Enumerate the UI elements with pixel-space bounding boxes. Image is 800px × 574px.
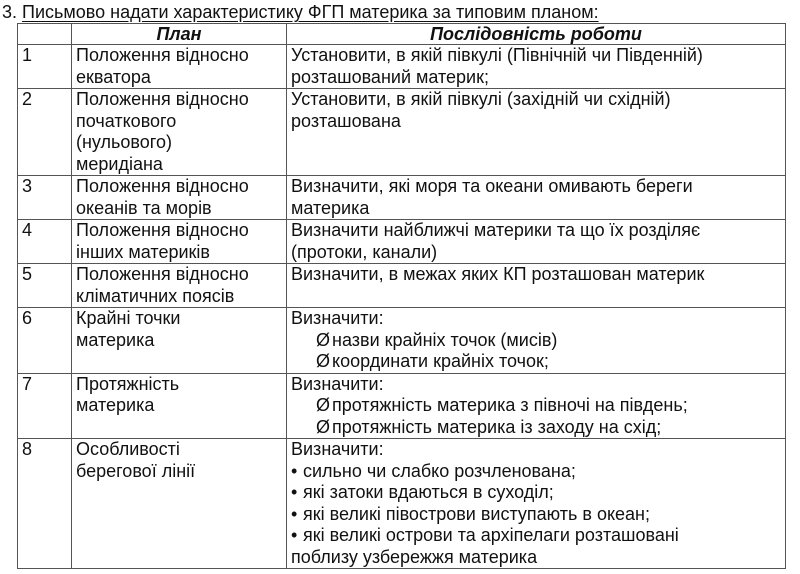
plan-table xyxy=(17,23,786,569)
sequence-cell xyxy=(287,176,786,220)
row-number: 7 xyxy=(18,373,72,439)
sequence-line: Установити, в якій півкулі (західній чи східній) xyxy=(291,89,671,109)
header-plan: План xyxy=(72,24,287,45)
plan-line: материка xyxy=(76,329,155,350)
plan-line: кліматичних поясів xyxy=(76,285,235,306)
task-title xyxy=(2,1,599,23)
bullet-item xyxy=(291,482,781,504)
sequence-cell xyxy=(287,439,786,569)
table-row xyxy=(18,439,786,569)
arrow-marker-icon: Ø xyxy=(316,395,331,415)
arrow-marker-icon: Ø xyxy=(316,329,331,350)
row-number: 5 xyxy=(18,264,72,308)
sequence-cell xyxy=(287,45,786,89)
table-row xyxy=(18,308,786,374)
item-text: які великі острови та архіпелаги розташовані xyxy=(303,525,679,545)
plan-line: Крайні точки xyxy=(76,308,181,328)
plan-line: Положення відносно xyxy=(76,176,249,196)
sequence-cell xyxy=(287,373,786,439)
table-row xyxy=(18,264,786,308)
plan-cell xyxy=(72,89,287,176)
sequence-cell xyxy=(287,264,786,308)
sequence-line: Визначити: xyxy=(291,373,384,394)
item-text: протяжність материка з півночі на південь; xyxy=(332,395,688,415)
bullet-marker-icon: • xyxy=(291,503,298,524)
plan-cell xyxy=(72,176,287,220)
table-row xyxy=(18,89,786,176)
plan-line: Положення відносно xyxy=(76,264,249,284)
table-header-row xyxy=(18,24,786,45)
header-number xyxy=(18,24,72,45)
bullet-item xyxy=(291,504,781,526)
plan-line: Положення відносно xyxy=(76,220,249,240)
sequence-line: Визначити найближчі материки та що їх розділяє xyxy=(291,220,701,240)
sequence-line: материка xyxy=(291,197,370,218)
item-text: назви крайніх точок (мисів) xyxy=(332,329,558,350)
plan-line: Положення відносно xyxy=(76,89,249,109)
item-text: сильно чи слабко розчленована; xyxy=(303,460,576,481)
plan-line: Положення відносно xyxy=(76,45,249,65)
header-sequence: Послідовність роботи xyxy=(287,24,786,45)
sub-item xyxy=(291,351,781,373)
item-text: які затоки вдаються в суходіл; xyxy=(303,482,554,502)
sequence-line: розташований материк; xyxy=(291,66,489,87)
sequence-line: розташована xyxy=(291,110,401,131)
plan-cell xyxy=(72,308,287,374)
plan-line: екватора xyxy=(76,66,151,87)
sub-item xyxy=(291,395,781,417)
plan-line: (нульового) xyxy=(76,132,172,152)
bullet-marker-icon: • xyxy=(291,460,298,481)
item-text: які великі півострови виступають в океан; xyxy=(303,503,650,524)
task-title-text: Письмово надати характеристику ФГП материка за типовим планом: xyxy=(22,2,599,22)
plan-line: берегової лінії xyxy=(76,460,196,481)
row-number: 1 xyxy=(18,45,72,89)
plan-line: материка xyxy=(76,395,155,415)
row-number: 2 xyxy=(18,89,72,176)
plan-line: початкового xyxy=(76,110,177,131)
table-row xyxy=(18,45,786,89)
plan-cell xyxy=(72,373,287,439)
sequence-line: поблизу узбережжя материка xyxy=(291,546,538,567)
sequence-line: (протоки, канали) xyxy=(291,241,438,262)
bullet-item xyxy=(291,525,781,547)
row-number: 6 xyxy=(18,308,72,374)
sequence-cell xyxy=(287,308,786,374)
sequence-line: Визначити: xyxy=(291,439,384,459)
sequence-cell xyxy=(287,220,786,264)
arrow-marker-icon: Ø xyxy=(316,416,331,437)
arrow-marker-icon: Ø xyxy=(316,351,331,371)
bullet-item xyxy=(291,461,781,483)
plan-line: Протяжність xyxy=(76,373,180,394)
plan-line: інших материків xyxy=(76,241,210,262)
sequence-line: Установити, в якій півкулі (Північній чи Південній) xyxy=(291,45,703,65)
plan-cell xyxy=(72,264,287,308)
plan-cell xyxy=(72,220,287,264)
bullet-marker-icon: • xyxy=(291,482,298,502)
plan-line: Особливості xyxy=(76,439,180,459)
sequence-line: Визначити: xyxy=(291,308,384,328)
plan-cell xyxy=(72,439,287,569)
sub-item xyxy=(291,330,781,352)
item-text: координати крайніх точок; xyxy=(332,351,549,371)
row-number: 3 xyxy=(18,176,72,220)
table-body xyxy=(18,45,786,569)
task-number: 3. xyxy=(2,2,23,22)
item-text: протяжність материка із заходу на схід; xyxy=(332,416,662,437)
row-number: 8 xyxy=(18,439,72,569)
sequence-line: Визначити, які моря та океани омивають береги xyxy=(291,176,693,196)
sequence-cell xyxy=(287,89,786,176)
sequence-line: Визначити, в межах яких КП розташован материк xyxy=(291,264,705,284)
bullet-marker-icon: • xyxy=(291,525,298,545)
table-row xyxy=(18,176,786,220)
table-row xyxy=(18,373,786,439)
table-row xyxy=(18,220,786,264)
plan-line: океанів та морів xyxy=(76,197,212,218)
row-number: 4 xyxy=(18,220,72,264)
plan-line: меридіана xyxy=(76,153,163,174)
plan-cell xyxy=(72,45,287,89)
sub-item xyxy=(291,417,781,439)
